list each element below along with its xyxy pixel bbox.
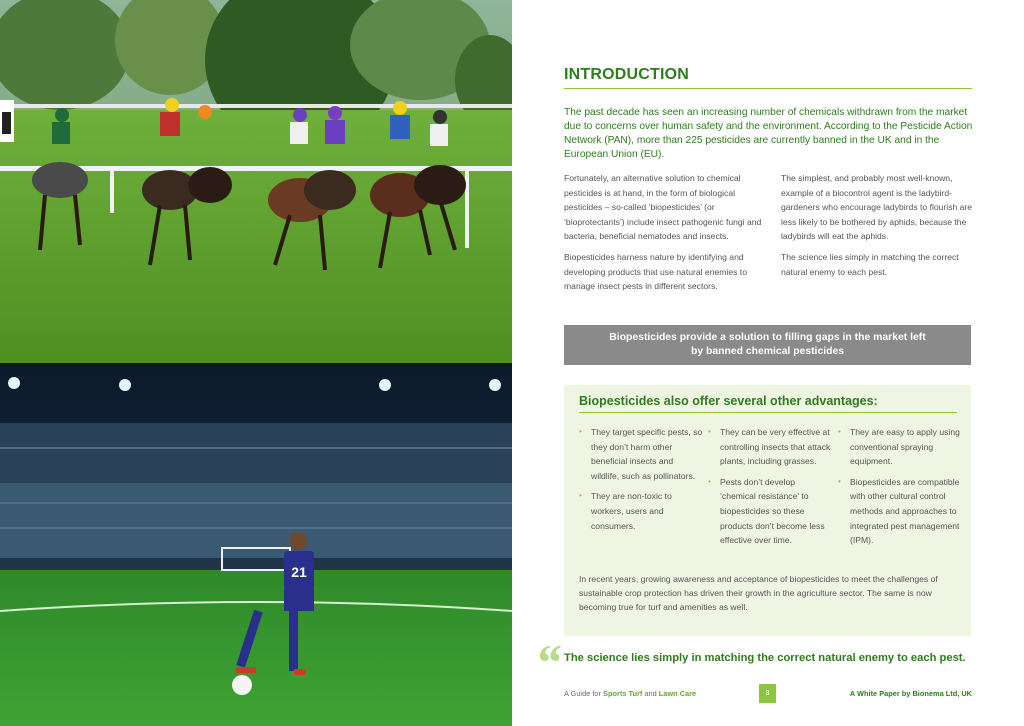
list-item-text: Biopesticides are compatible with other cultural control methods and approaches to integrated pest management (IPM). <box>850 476 960 546</box>
advantages-title: Biopesticides also offer several other advantages: <box>579 394 878 408</box>
advantages-divider <box>579 412 957 413</box>
jersey-number: 21 <box>291 564 307 580</box>
body-paragraph: The science lies simply in matching the correct natural enemy to each pest. <box>781 251 959 277</box>
advantages-list-2 <box>708 425 832 554</box>
body-paragraph: Fortunately, an alternative solution to chemical pesticides is at hand, in the form of biological pesticides – so-called ‘biopesticides’ (or ‘bioprotectants’) include insect pathogenic fungi and bacteria, beneficial nematodes and insects. <box>564 173 762 242</box>
stadium-photo <box>0 363 512 726</box>
title-divider <box>564 88 972 89</box>
horse-racing-photo <box>0 0 512 363</box>
body-paragraph: Biopesticides harness nature by identifying and developing products that use natural enemies to manage insect pests in different sectors. <box>564 251 747 292</box>
bullet-icon: • <box>708 476 711 486</box>
list-item-text: They target specific pests, so they don’t harm other beneficial insects and wildlife, such as pollinators. <box>591 427 703 481</box>
quote-mark-icon: “ <box>535 635 561 692</box>
list-item <box>579 425 703 483</box>
advantages-panel <box>564 385 971 636</box>
page-number: 3 <box>759 684 776 703</box>
advantages-list-1 <box>579 425 703 539</box>
body-paragraph: The simplest, and probably most well-known, example of a biocontrol agent is the ladybird-gardeners who encourage ladybirds to flourish are less likely to be bothered by aphids, because the ladybirds will eat the aphids. <box>781 173 973 242</box>
pull-quote: The science lies simply in matching the correct natural enemy to each pest. <box>564 652 966 664</box>
footer-sports-turf: Sports Turf <box>603 689 643 698</box>
footer-lawn-care: Lawn Care <box>658 689 697 698</box>
list-item <box>708 475 832 548</box>
list-item-text: Pests don’t develop ‘chemical resistance’ to biopesticides so these products don’t become less effective over time. <box>720 476 825 546</box>
list-item-text: They are easy to apply using conventional spraying equipment. <box>850 427 960 467</box>
footer-and: and <box>642 689 659 698</box>
advantages-list-3 <box>838 425 962 554</box>
bullet-icon: • <box>838 476 841 486</box>
list-item <box>838 425 962 469</box>
bullet-icon: • <box>838 427 841 436</box>
footer-guide-title <box>564 689 696 698</box>
list-item <box>579 489 703 533</box>
list-item-text: They are non-toxic to workers, users and consumers. <box>591 491 672 531</box>
section-title: INTRODUCTION <box>564 66 690 83</box>
body-column-right <box>781 171 981 285</box>
list-item <box>838 475 962 548</box>
callout-banner: Biopesticides provide a solution to filling gaps in the market left by banned chemical pesticides <box>564 325 971 365</box>
intro-lead-paragraph: The past decade has seen an increasing number of chemicals withdrawn from the market due to concerns over human safety and the environment. According to the Pesticide Action Network (PAN), more than 225 pesticides are currently banned in the UK and in the European Union (EU). <box>564 107 973 160</box>
text-page <box>512 0 1024 726</box>
list-item-text: They can be very effective at controlling insects that attack plants, including grasses. <box>720 427 831 467</box>
body-column-left <box>564 171 762 300</box>
bullet-icon: • <box>579 427 582 436</box>
footer-publisher: A White Paper by Bionema Ltd, UK <box>849 689 972 698</box>
bullet-icon: • <box>708 427 711 436</box>
footer-prefix: A Guide for <box>564 689 604 698</box>
bullet-icon: • <box>579 491 582 501</box>
advantages-closing-paragraph: In recent years, growing awareness and acceptance of biopesticides to meet the challenges of sustainable crop protection has driven their growth in the agriculture sector. The same is now becoming true for turf and amenities as well. <box>579 574 938 612</box>
list-item <box>708 425 832 469</box>
